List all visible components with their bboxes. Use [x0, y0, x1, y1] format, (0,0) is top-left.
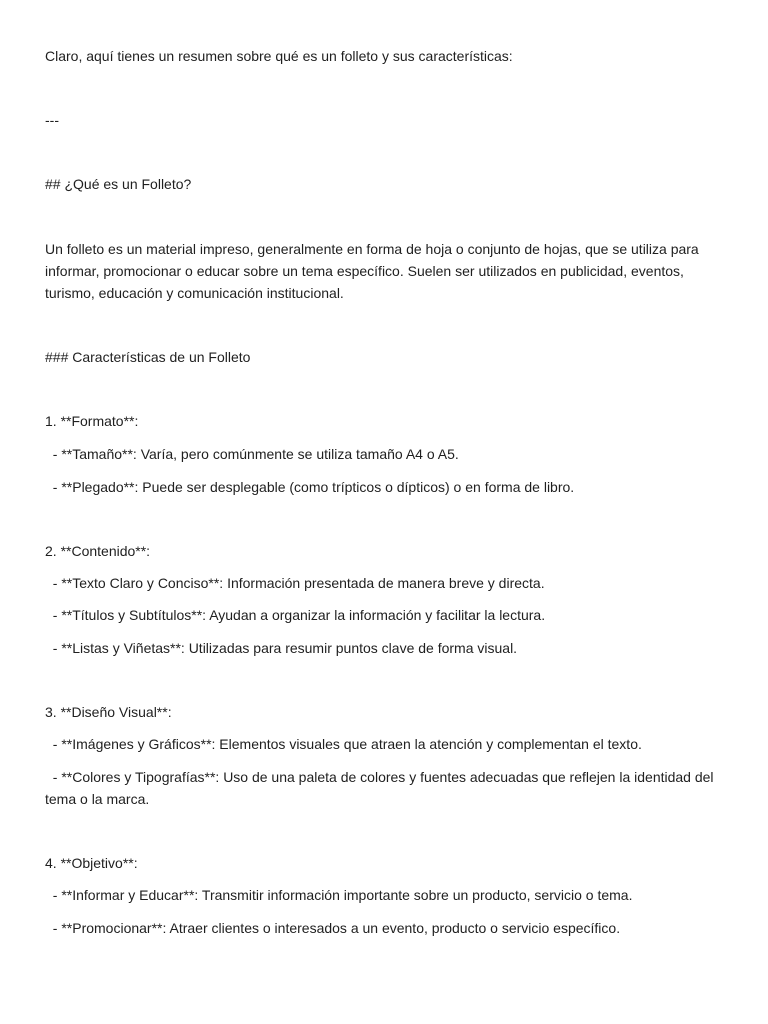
list-item-folding: - **Plegado**: Puede ser desplegable (como trípticos o dípticos) o en forma de libro. [45, 479, 575, 495]
section-title-content: 2. **Contenido**: [45, 543, 151, 559]
heading-features: ### Características de un Folleto [45, 349, 251, 365]
list-item-images: - **Imágenes y Gráficos**: Elementos visuales que atraen la atención y complementan el texto. [45, 736, 642, 752]
list-item-colors: - **Colores y Tipografías**: Uso de una paleta de colores y fuentes adecuadas que reflejen la identidad del tema o la marca. [45, 769, 718, 807]
section-title-objective: 4. **Objetivo**: [45, 855, 138, 871]
section-title-visual-design: 3. **Diseño Visual**: [45, 704, 172, 720]
section-title-format: 1. **Formato**: [45, 413, 139, 429]
list-item-inform: - **Informar y Educar**: Transmitir información importante sobre un producto, servicio o tema. [45, 887, 633, 903]
intro-text: Claro, aquí tienes un resumen sobre qué es un folleto y sus características: [45, 48, 513, 64]
list-item-lists: - **Listas y Viñetas**: Utilizadas para resumir puntos clave de forma visual. [45, 640, 518, 656]
separator: --- [45, 112, 59, 128]
list-item-size: - **Tamaño**: Varía, pero comúnmente se utiliza tamaño A4 o A5. [45, 446, 459, 462]
paragraph-what-is: Un folleto es un material impreso, generalmente en forma de hoja o conjunto de hojas, que se utiliza para informar, promocionar o educar sobre un tema específico. Suelen ser utilizados en publicidad, eventos, turismo, educación y comunicación institucional. [45, 241, 703, 301]
list-item-titles: - **Títulos y Subtítulos**: Ayudan a organizar la información y facilitar la lectura. [45, 607, 546, 623]
list-item-promote: - **Promocionar**: Atraer clientes o interesados a un evento, producto o servicio específico. [45, 920, 621, 936]
list-item-clear-text: - **Texto Claro y Conciso**: Información presentada de manera breve y directa. [45, 575, 545, 591]
heading-what-is: ## ¿Qué es un Folleto? [45, 176, 192, 192]
